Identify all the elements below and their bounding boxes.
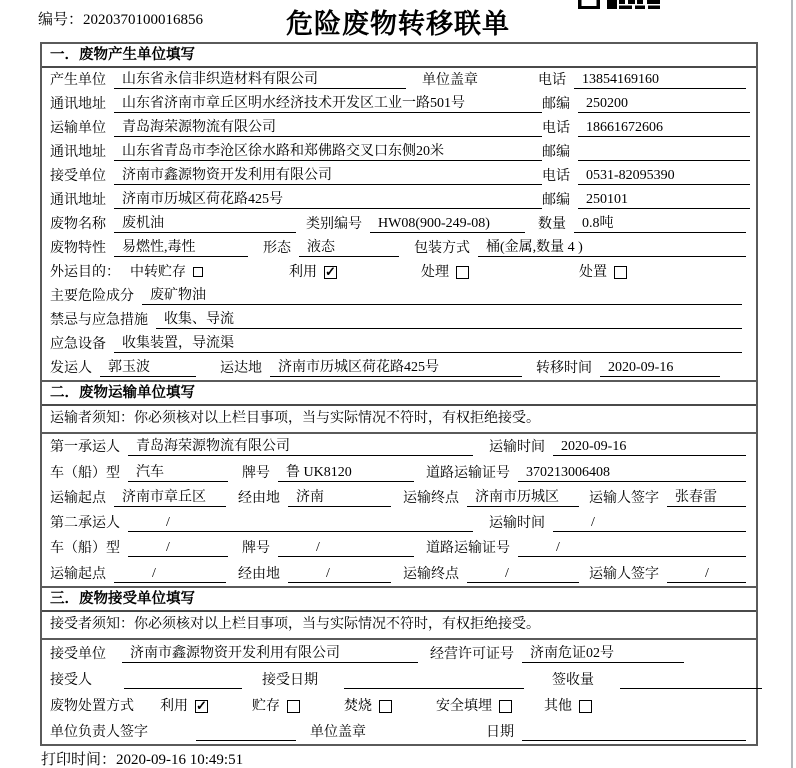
transporter-row <box>42 116 756 140</box>
permit1-label: 道路运输证号 <box>426 465 510 481</box>
via1-label: 经由地 <box>238 490 280 506</box>
amount-label: 签收量 <box>552 672 594 688</box>
section1-heading: 一．废物产生单位填写 <box>42 44 756 68</box>
accept-unit-label: 接受单位 <box>50 646 106 662</box>
via2-value: / <box>288 565 391 583</box>
receiver-label: 接受单位 <box>50 169 106 184</box>
taboo-value: 收集、导流 <box>156 311 742 329</box>
unit-seal-label: 单位盖章 <box>310 724 366 740</box>
dest-label: 运达地 <box>220 361 262 376</box>
zip3-label: 邮编 <box>542 193 570 208</box>
manifest-form-table <box>40 42 758 746</box>
section2-notice: 运输者须知：你必须核对以上栏目事项，当与实际情况不符时，有权拒绝接受。 <box>42 406 756 434</box>
taboo-label: 禁忌与应急措施 <box>50 313 148 328</box>
disposal-option-label: 利用 <box>160 698 188 714</box>
plate2-label: 牌号 <box>242 541 270 557</box>
print-time <box>41 748 243 768</box>
shipper-label: 发运人 <box>50 361 92 376</box>
packaging-value: 桶(金属,数量 4 ) <box>478 239 746 257</box>
purpose-option <box>579 264 627 281</box>
route2-row <box>42 560 756 585</box>
checkbox <box>456 266 469 279</box>
addr3-label: 通讯地址 <box>50 193 106 208</box>
recipient-label: 接受人 <box>50 672 92 688</box>
sign1-label: 运输人签字 <box>589 490 659 506</box>
license-label: 经营许可证号 <box>430 646 514 662</box>
time1-label: 运输时间 <box>489 440 545 456</box>
disposal-label: 废物处置方式 <box>50 698 134 714</box>
dest-value: 济南市历城区荷花路425号 <box>270 359 522 377</box>
recipient-row <box>42 666 756 692</box>
transporter-label: 运输单位 <box>50 121 106 136</box>
print-time-label: 打印时间： <box>41 752 117 768</box>
manager-value <box>196 740 296 741</box>
recipient-value <box>124 688 242 689</box>
waste-name-label: 废物名称 <box>50 217 106 232</box>
form-value: 液态 <box>299 239 399 257</box>
disposal-option <box>344 698 392 715</box>
vehicle1-label: 车（船）型 <box>50 465 120 481</box>
end1-value: 济南市历城区 <box>467 489 579 507</box>
hazard-value: 废矿物油 <box>142 287 742 305</box>
section3-heading: 三．废物接受单位填写 <box>42 586 756 612</box>
checkbox <box>499 700 512 713</box>
vehicle2-row <box>42 535 756 560</box>
phone1-value: 13854169160 <box>574 71 746 89</box>
amount-value <box>620 688 762 689</box>
zip1-value: 250200 <box>578 95 750 113</box>
receiver-address-row <box>42 188 756 212</box>
waste-name-value: 废机油 <box>114 215 296 233</box>
origin2-value: / <box>114 565 226 583</box>
disposal-row <box>42 692 756 718</box>
addr1-value: 山东省济南市章丘区明水经济技术开发区工业一路501号 <box>114 95 542 113</box>
receiver-row <box>42 164 756 188</box>
producer-address-row <box>42 92 756 116</box>
checkbox <box>614 266 627 279</box>
character-value: 易燃性,毒性 <box>114 239 248 257</box>
route1-row <box>42 485 756 510</box>
zip2-label: 邮编 <box>542 145 570 160</box>
carrier1-row <box>42 434 756 459</box>
producer-label: 产生单位 <box>50 73 106 88</box>
disposal-option <box>252 698 300 715</box>
permit1-value: 370213006408 <box>518 464 746 482</box>
waste-name-row <box>42 212 756 236</box>
doc-number-value: 2020370100016856 <box>83 12 204 28</box>
time2-label: 运输时间 <box>489 516 545 532</box>
accept-date-label: 接受日期 <box>262 672 318 688</box>
equipment-label: 应急设备 <box>50 337 106 352</box>
accept-date-value <box>344 688 524 689</box>
page-title: 危险废物转移联单 <box>286 9 510 39</box>
checkbox <box>287 700 300 713</box>
phone2-label: 电话 <box>542 121 570 136</box>
character-label: 废物特性 <box>50 241 106 256</box>
phone3-label: 电话 <box>542 169 570 184</box>
qty-label: 数量 <box>538 217 566 232</box>
print-time-value: 2020-09-16 10:49:51 <box>116 752 244 768</box>
qty-value: 0.8吨 <box>574 215 746 233</box>
producer-row <box>42 68 756 92</box>
vehicle1-row <box>42 459 756 484</box>
zip3-value: 250101 <box>578 191 750 209</box>
vehicle2-value: / <box>128 539 228 557</box>
seal-label: 单位盖章 <box>422 73 478 88</box>
purpose-option-label: 处置 <box>579 265 607 280</box>
equipment-row <box>42 332 756 356</box>
disposal-option <box>436 698 512 715</box>
disposal-option <box>160 698 208 715</box>
taboo-row <box>42 308 756 332</box>
disposal-option-label: 焚烧 <box>344 698 372 714</box>
transporter-value: 青岛海荣源物流有限公司 <box>114 119 542 137</box>
waste-character-row <box>42 236 756 260</box>
checkbox <box>195 700 208 713</box>
checkbox <box>193 267 203 277</box>
disposal-option-label: 安全填埋 <box>436 698 492 714</box>
packaging-label: 包装方式 <box>414 241 470 256</box>
end2-label: 运输终点 <box>403 566 459 582</box>
time1-value: 2020-09-16 <box>553 438 746 456</box>
shipper-row <box>42 356 756 380</box>
time2-value: / <box>553 514 746 532</box>
addr3-value: 济南市历城区荷花路425号 <box>114 191 542 209</box>
transporter-address-row <box>42 140 756 164</box>
purpose-option-label: 中转贮存 <box>130 265 186 280</box>
section3-notice: 接受者须知：你必须核对以上栏目事项，当与实际情况不符时，有权拒绝接受。 <box>42 612 756 640</box>
permit2-label: 道路运输证号 <box>426 541 510 557</box>
vehicle2-label: 车（船）型 <box>50 541 120 557</box>
transfer-time-value: 2020-09-16 <box>600 359 720 377</box>
disposal-option-label: 其他 <box>544 698 572 714</box>
receiver-value: 济南市鑫源物资开发利用有限公司 <box>114 167 542 185</box>
sign2-value: / <box>667 565 746 583</box>
purpose-option <box>421 264 469 281</box>
origin1-label: 运输起点 <box>50 490 106 506</box>
hazard-row <box>42 284 756 308</box>
manager-label: 单位负责人签字 <box>50 724 148 740</box>
phone2-value: 18661672606 <box>578 119 750 137</box>
addr1-label: 通讯地址 <box>50 97 106 112</box>
plate1-label: 牌号 <box>242 465 270 481</box>
producer-value: 山东省永信非织造材料有限公司 <box>114 71 406 89</box>
sign1-value: 张春雷 <box>667 489 746 507</box>
date2-value <box>522 740 746 741</box>
qr-code-fragment-icon <box>578 0 660 10</box>
checkbox <box>324 266 337 279</box>
disposal-option <box>544 698 592 715</box>
permit2-value: / <box>518 539 746 557</box>
section2-heading: 二．废物运输单位填写 <box>42 380 756 406</box>
shipper-value: 郭玉波 <box>100 359 196 377</box>
end1-label: 运输终点 <box>403 490 459 506</box>
checkbox <box>379 700 392 713</box>
addr2-value: 山东省青岛市李沧区徐水路和郑佛路交叉口东侧20米 <box>114 143 542 161</box>
sign2-label: 运输人签字 <box>589 566 659 582</box>
manager-sign-row <box>42 718 756 744</box>
plate2-value: / <box>278 539 414 557</box>
zip2-value <box>578 160 750 161</box>
plate1-value: 鲁 UK8120 <box>278 464 414 482</box>
page-edge-line <box>791 0 793 768</box>
origin1-value: 济南市章丘区 <box>114 489 226 507</box>
via1-value: 济南 <box>288 489 391 507</box>
purpose-option <box>289 264 337 281</box>
phone3-value: 0531-82095390 <box>578 167 750 185</box>
carrier2-row <box>42 510 756 535</box>
disposal-option-label: 贮存 <box>252 698 280 714</box>
purpose-row <box>42 260 756 284</box>
equipment-value: 收集装置，导流渠 <box>114 335 742 353</box>
phone1-label: 电话 <box>538 73 566 88</box>
carrier1-value: 青岛海荣源物流有限公司 <box>128 438 473 456</box>
via2-label: 经由地 <box>238 566 280 582</box>
purpose-label: 外运目的： <box>50 265 120 280</box>
accept-unit-row <box>42 640 756 666</box>
license-value: 济南危证02号 <box>522 645 684 663</box>
category-value: HW08(900-249-08) <box>370 215 525 233</box>
purpose-option-label: 利用 <box>289 265 317 280</box>
date2-label: 日期 <box>486 724 514 740</box>
vehicle1-value: 汽车 <box>128 464 228 482</box>
hazard-label: 主要危险成分 <box>50 289 134 304</box>
zip1-label: 邮编 <box>542 97 570 112</box>
category-label: 类别编号 <box>306 217 362 232</box>
accept-unit-value: 济南市鑫源物资开发利用有限公司 <box>122 645 418 663</box>
purpose-option <box>130 264 203 281</box>
doc-number-label: 编号： <box>38 12 84 28</box>
carrier2-value: / <box>128 514 473 532</box>
form-label: 形态 <box>263 241 291 256</box>
checkbox <box>579 700 592 713</box>
end2-value: / <box>467 565 579 583</box>
transfer-time-label: 转移时间 <box>536 361 592 376</box>
addr2-label: 通讯地址 <box>50 145 106 160</box>
carrier2-label: 第二承运人 <box>50 516 120 532</box>
origin2-label: 运输起点 <box>50 566 106 582</box>
carrier1-label: 第一承运人 <box>50 440 120 456</box>
purpose-option-label: 处理 <box>421 265 449 280</box>
